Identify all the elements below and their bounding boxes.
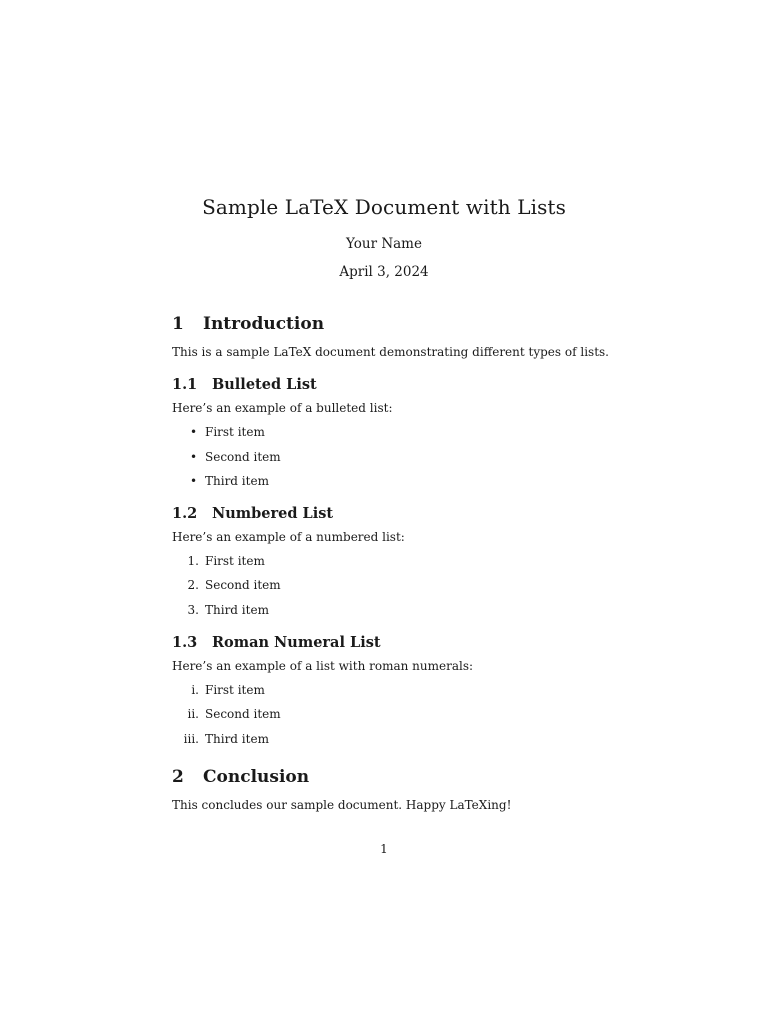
section-title: Conclusion	[203, 767, 310, 787]
list-item: First item	[205, 554, 265, 568]
subsection-title: Numbered List	[212, 505, 334, 522]
conclusion-paragraph: This concludes our sample document. Happy LaTeXing!	[172, 798, 512, 812]
list-item: Third item	[205, 603, 269, 617]
numbered-intro-paragraph: Here’s an example of a numbered list:	[172, 530, 405, 544]
list-number-marker: 1.	[187, 554, 199, 568]
intro-paragraph: This is a sample LaTeX document demonstrating different types of lists.	[172, 345, 609, 359]
subsection-title: Roman Numeral List	[212, 634, 381, 651]
subsection-heading-numbered-list	[172, 505, 333, 522]
list-item: Third item	[205, 732, 269, 746]
subsection-number: 1.2	[172, 505, 198, 522]
bullet-marker: •	[190, 425, 198, 439]
subsection-number: 1.3	[172, 634, 198, 651]
subsection-title: Bulleted List	[212, 376, 317, 393]
section-heading-conclusion	[172, 767, 309, 787]
bulleted-intro-paragraph: Here’s an example of a bulleted list:	[172, 401, 393, 415]
section-number: 2	[172, 767, 184, 787]
page-number: 1	[380, 842, 388, 856]
list-item: Second item	[205, 707, 281, 721]
subsection-heading-roman-numeral-list	[172, 634, 381, 651]
list-item: First item	[205, 425, 265, 439]
list-item: First item	[205, 683, 265, 697]
list-item: Second item	[205, 450, 281, 464]
section-number: 1	[172, 314, 184, 334]
bullet-marker: •	[190, 450, 198, 464]
section-title: Introduction	[203, 314, 325, 334]
list-item: Second item	[205, 578, 281, 592]
bullet-marker: •	[190, 474, 198, 488]
section-heading-introduction	[172, 314, 324, 334]
list-number-marker: 3.	[187, 603, 199, 617]
document-title: Sample LaTeX Document with Lists	[202, 195, 566, 219]
roman-intro-paragraph: Here’s an example of a list with roman numerals:	[172, 659, 474, 673]
list-roman-marker: i.	[191, 683, 199, 697]
list-number-marker: 2.	[187, 578, 199, 592]
list-item: Third item	[205, 474, 269, 488]
subsection-heading-bulleted-list	[172, 376, 317, 393]
list-roman-marker: ii.	[187, 707, 199, 721]
list-roman-marker: iii.	[183, 732, 199, 746]
document-author: Your Name	[346, 236, 422, 252]
subsection-number: 1.1	[172, 376, 198, 393]
document-date: April 3, 2024	[339, 264, 429, 280]
